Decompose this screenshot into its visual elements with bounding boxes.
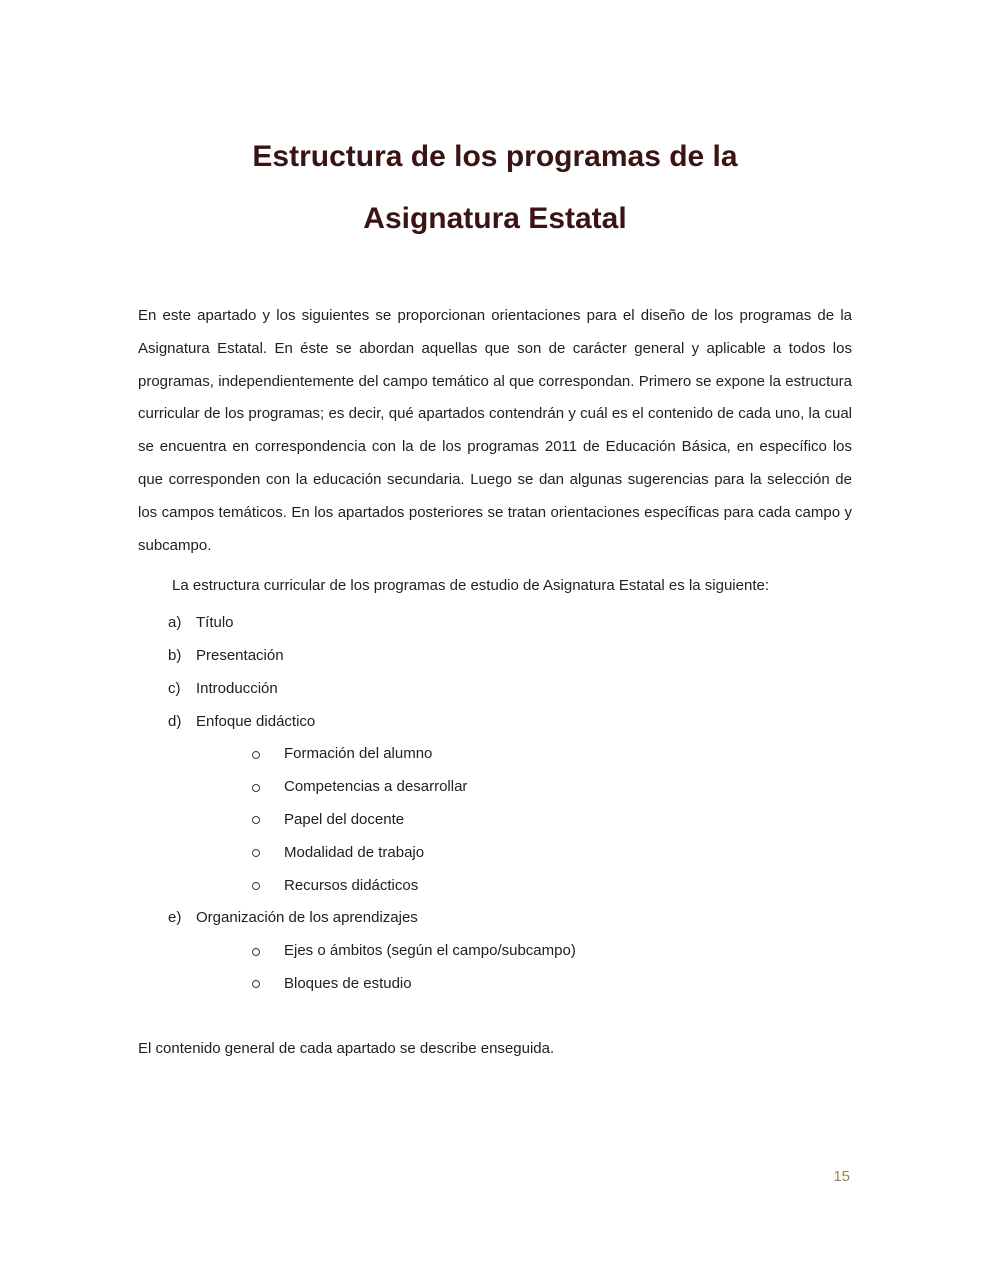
outline-item-e bbox=[138, 902, 852, 935]
sub-item-text: Formación del alumno bbox=[284, 745, 433, 763]
circle-bullet-icon bbox=[252, 849, 260, 857]
sub-item-text: Bloques de estudio bbox=[284, 974, 412, 992]
circle-bullet-icon bbox=[252, 980, 260, 988]
intro-paragraph: En este apartado y los siguientes se proporcionan orientaciones para el diseño de los programas de la Asignatura Estatal. En éste se abordan aquellas que son de carácter general y aplicable a todos los programas, independientemente del campo temático al que correspondan. Primero se expone la estructura curricular de los programas; es decir, qué apartados contendrán y cuál es el contenido de cada uno, la cual se encuentra en correspondencia con la de los programas 2011 de Educación Básica, en específico los que corresponden con la educación secundaria. Luego se dan algunas sugerencias para la selección de los campos temáticos. En los apartados posteriores se tratan orientaciones específicas para cada campo y subcampo. bbox=[138, 307, 852, 554]
sub-item-text: Recursos didácticos bbox=[284, 876, 419, 894]
outline-item-d bbox=[138, 706, 852, 739]
outline-marker: b) bbox=[168, 646, 182, 664]
title-line-1: Estructura de los programas de la bbox=[252, 140, 738, 173]
circle-bullet-icon bbox=[252, 948, 260, 956]
closing-paragraph: El contenido general de cada apartado se describe enseguida. bbox=[138, 1039, 555, 1057]
sub-item-text: Modalidad de trabajo bbox=[284, 843, 425, 861]
page-number: 15 bbox=[833, 1168, 850, 1185]
sub-item-text: Ejes o ámbitos (según el campo/subcampo) bbox=[284, 942, 576, 960]
sub-item bbox=[138, 738, 852, 771]
outline-text: Enfoque didáctico bbox=[196, 712, 316, 730]
page-content bbox=[138, 300, 852, 1066]
circle-bullet-icon bbox=[252, 816, 260, 824]
sub-item-text: Papel del docente bbox=[284, 810, 405, 828]
outline-marker: a) bbox=[168, 614, 182, 632]
outline-text: Presentación bbox=[196, 646, 284, 664]
circle-bullet-icon bbox=[252, 751, 260, 759]
structure-lead: La estructura curricular de los programas de estudio de Asignatura Estatal es la siguiente: bbox=[172, 577, 769, 595]
outline-item-b bbox=[138, 640, 852, 673]
circle-bullet-icon bbox=[252, 784, 260, 792]
sub-item bbox=[138, 870, 852, 903]
title-line-2: Asignatura Estatal bbox=[363, 202, 627, 235]
sub-item bbox=[138, 935, 852, 968]
outline-item-c bbox=[138, 673, 852, 706]
outline-text: Organización de los aprendizajes bbox=[196, 909, 418, 927]
outline-marker: c) bbox=[168, 679, 181, 697]
sub-item bbox=[138, 968, 852, 1001]
outline-list bbox=[138, 607, 852, 1001]
outline-text: Introducción bbox=[196, 679, 278, 697]
outline-marker: d) bbox=[168, 712, 182, 730]
circle-bullet-icon bbox=[252, 882, 260, 890]
sub-item-text: Competencias a desarrollar bbox=[284, 778, 468, 796]
outline-item-a bbox=[138, 607, 852, 640]
page-title bbox=[0, 0, 990, 250]
sub-item bbox=[138, 804, 852, 837]
sub-item bbox=[138, 771, 852, 804]
outline-text: Título bbox=[196, 614, 234, 632]
outline-marker: e) bbox=[168, 909, 182, 927]
sub-item bbox=[138, 837, 852, 870]
